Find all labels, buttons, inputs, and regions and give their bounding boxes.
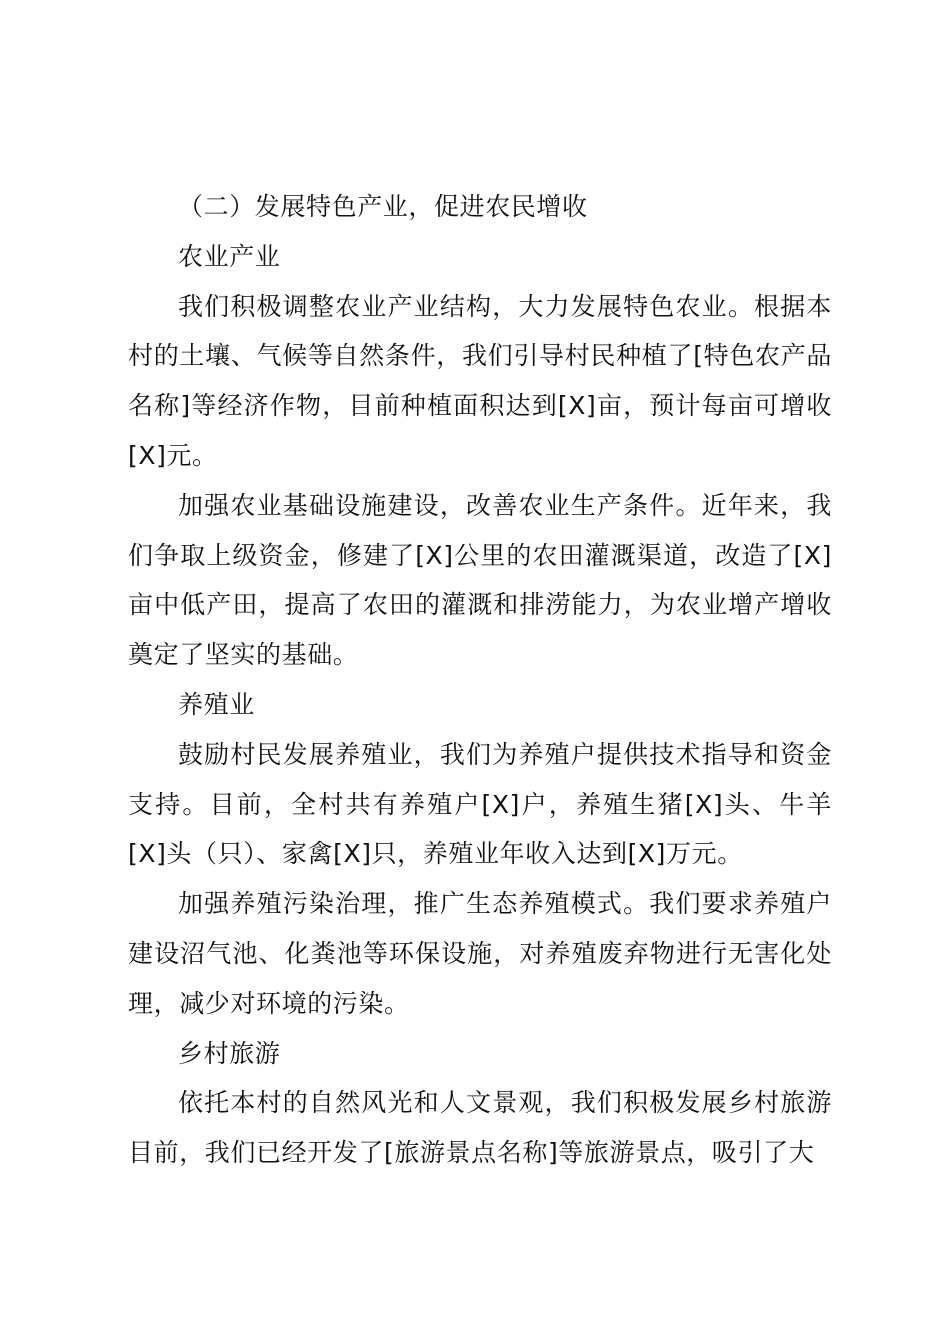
paragraph-agriculture-infrastructure: 加强农业基础设施建设，改善农业生产条件。近年来，我们争取上级资金，修建了[X]公里的农田灌溉渠道，改造了[X]亩中低产田，提高了农田的灌溉和排涝能力，为农业增产增收奠定了坚实的基础。 — [128, 490, 832, 670]
subsection-title-breeding: 养殖业 — [178, 689, 255, 719]
paragraph-agriculture-structure: 我们积极调整农业产业结构，大力发展特色农业。根据本村的土壤、气候等自然条件，我们引导村民种植了[特色农产品名称]等经济作物，目前种植面积达到[X]亩，预计每亩可增收[X]元。 — [128, 291, 832, 470]
paragraph-breeding-pollution: 加强养殖污染治理，推广生态养殖模式。我们要求养殖户建设沼气池、化粪池等环保设施，对养殖废弃物进行无害化处理，减少对环境的污染。 — [128, 889, 832, 1018]
subsection-title-agriculture: 农业产业 — [178, 241, 281, 271]
paragraph-breeding-support: 鼓励村民发展养殖业，我们为养殖户提供技术指导和资金支持。目前，全村共有养殖户[X]户，养殖生猪[X]头、牛羊[X]头（只）、家禽[X]只，养殖业年收入达到[X]万元。 — [128, 739, 832, 869]
document-body — [128, 182, 832, 1178]
subsection-title-tourism: 乡村旅游 — [178, 1038, 281, 1068]
section-title: （二）发展特色产业，促进农民增收 — [178, 192, 588, 221]
paragraph-tourism: 依托本村的自然风光和人文景观，我们积极发展乡村旅游目前，我们已经开发了[旅游景点名称]等旅游景点，吸引了大 — [128, 1088, 832, 1168]
